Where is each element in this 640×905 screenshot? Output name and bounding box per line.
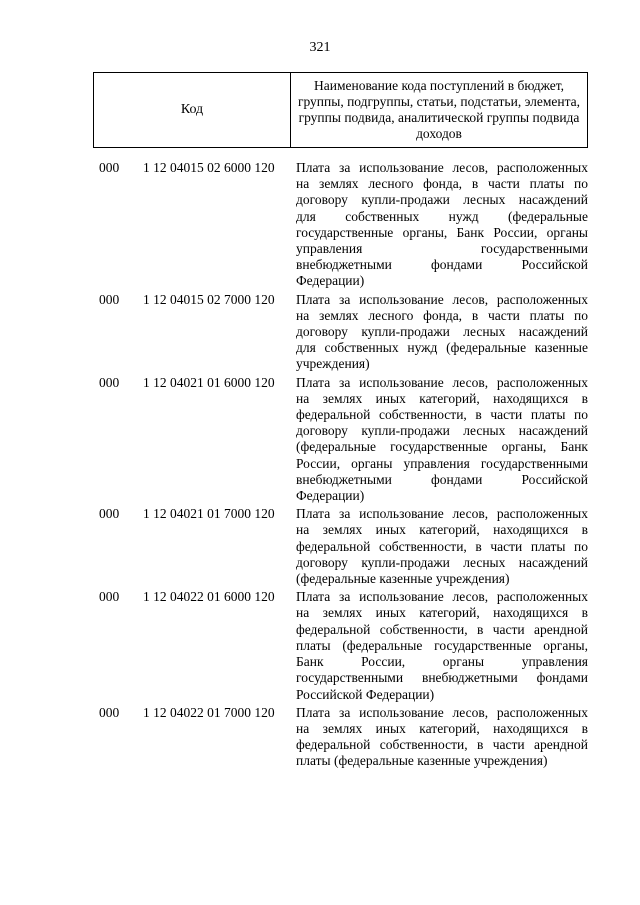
description-line: России, органы управления государственными xyxy=(296,455,588,471)
admin-code: 000 xyxy=(99,589,120,605)
description-line: федеральной собственности, в части платы по xyxy=(296,407,588,423)
description-line: платы (федеральные казенные учреждения) xyxy=(296,753,548,769)
revenue-description xyxy=(296,292,588,373)
description-line: на землях иных категорий, находящихся в xyxy=(296,720,588,736)
description-line: Плата за использование лесов, расположенных xyxy=(296,704,588,720)
revenue-code: 1 12 04021 01 7000 120 xyxy=(143,506,275,522)
header-code-label: Код xyxy=(94,73,291,147)
description-line: на землях лесного фонда, в части платы по xyxy=(296,176,588,192)
revenue-description xyxy=(296,160,588,290)
description-line: учреждения) xyxy=(296,356,370,372)
description-line: (федеральные государственные органы, Банк xyxy=(296,439,588,455)
description-line: федеральной собственности, в части платы по xyxy=(296,538,588,554)
description-line: договору купли-продажи лесных насаждений xyxy=(296,554,588,570)
revenue-code: 1 12 04021 01 6000 120 xyxy=(143,374,275,390)
admin-code: 000 xyxy=(99,506,120,522)
admin-code: 000 xyxy=(99,704,120,720)
page-number: 321 xyxy=(309,40,331,55)
description-line: на землях лесного фонда, в части платы по xyxy=(296,307,588,323)
admin-code: 000 xyxy=(99,160,120,175)
revenue-description xyxy=(296,705,588,770)
revenue-code: 1 12 04015 02 6000 120 xyxy=(143,160,275,175)
admin-code: 000 xyxy=(99,374,120,390)
description-line: на землях иных категорий, находящихся в xyxy=(296,390,588,406)
header-name-label: Наименование кода поступлений в бюджет, группы, подгруппы, статьи, подстатьи, элемента, группы подвида, аналитической группы подвида доходов xyxy=(297,78,581,141)
description-line: государственными внебюджетными фондами xyxy=(296,670,588,686)
description-line: договору купли-продажи лесных насаждений xyxy=(296,324,588,340)
description-line: договору купли-продажи лесных насаждений xyxy=(296,423,588,439)
description-line: управления государственными xyxy=(296,241,588,257)
description-line: Плата за использование лесов, расположенных xyxy=(296,160,588,175)
revenue-code: 1 12 04015 02 7000 120 xyxy=(143,291,275,307)
description-line: Плата за использование лесов, расположенных xyxy=(296,589,588,605)
description-line: Федерации) xyxy=(296,273,365,289)
revenue-description xyxy=(296,589,588,702)
description-line: Российской Федерации) xyxy=(296,686,435,702)
table-row xyxy=(0,160,640,290)
description-line: федеральной собственности, в части арендной xyxy=(296,621,588,637)
description-line: (федеральные казенные учреждения) xyxy=(296,571,510,587)
description-line: Банк России, органы управления xyxy=(296,654,588,670)
description-line: на землях иных категорий, находящихся в xyxy=(296,522,588,538)
revenue-description xyxy=(296,506,588,587)
admin-code: 000 xyxy=(99,291,120,307)
description-line: для собственных нужд (федеральные xyxy=(296,208,588,224)
table-row xyxy=(0,375,640,505)
description-line: Федерации) xyxy=(296,488,365,504)
description-line: Плата за использование лесов, расположенных xyxy=(296,374,588,390)
table-row xyxy=(0,506,640,587)
table-body xyxy=(0,160,640,772)
description-line: федеральной собственности, в части арендной xyxy=(296,737,588,753)
description-line: для собственных нужд (федеральные казенные xyxy=(296,340,588,356)
description-line: внебюджетными фондами Российской xyxy=(296,471,588,487)
table-row xyxy=(0,292,640,373)
description-line: государственные органы, Банк России, органы xyxy=(296,224,588,240)
revenue-code: 1 12 04022 01 7000 120 xyxy=(143,704,275,720)
table-row xyxy=(0,589,640,702)
description-line: Плата за использование лесов, расположенных xyxy=(296,506,588,522)
revenue-description xyxy=(296,375,588,505)
description-line: внебюджетными фондами Российской xyxy=(296,257,588,273)
table-header xyxy=(93,72,588,148)
description-line: платы (федеральные государственные органы, xyxy=(296,637,588,653)
description-line: на землях иных категорий, находящихся в xyxy=(296,605,588,621)
description-line: Плата за использование лесов, расположенных xyxy=(296,291,588,307)
table-row xyxy=(0,705,640,770)
description-line: договору купли-продажи лесных насаждений xyxy=(296,192,588,208)
revenue-code: 1 12 04022 01 6000 120 xyxy=(143,589,275,605)
